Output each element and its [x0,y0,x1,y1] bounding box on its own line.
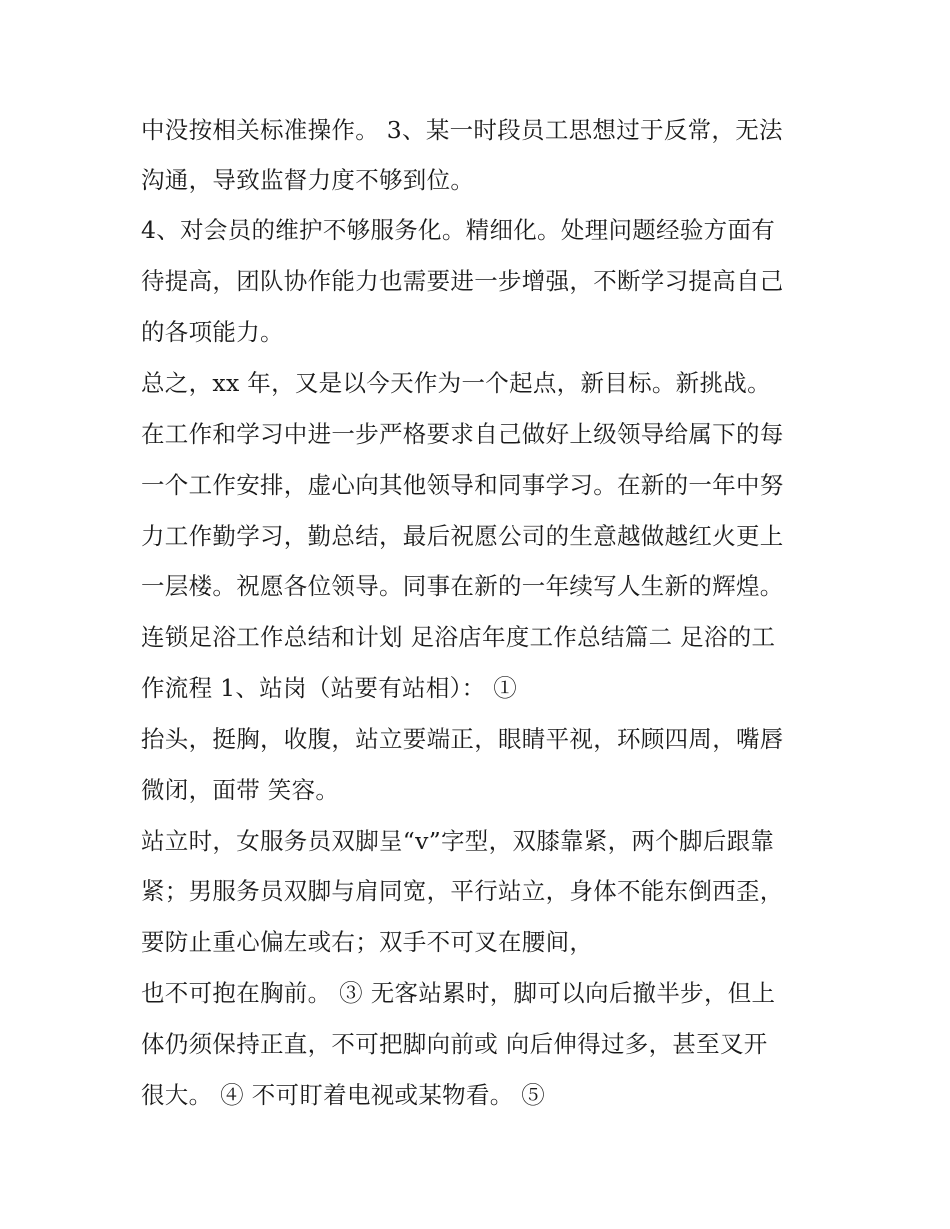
text-line: 连锁足浴工作总结和计划 足浴店年度工作总结篇二 足浴的工 [141,623,776,651]
text-line: 微闭，面带 笑容。 [141,776,340,804]
text-line: 要防止重心偏左或右；双手不可叉在腰间， [141,928,594,956]
text-line: 也不可抱在胸前。 ③ 无客站累时，脚可以向后撤半步，但上 [141,979,776,1007]
text-line: 的各项能力。 [141,318,284,346]
text-line: 沟通，导致监督力度不够到位。 [141,166,475,194]
text-line: 很大。 ④ 不可盯着电视或某物看。 ⑤ [141,1081,546,1109]
text-line: 一层楼。祝愿各位领导。同事在新的一年续写人生新的辉煌。 [141,572,784,600]
text-line: 作流程 1、站岗（站要有站相）： ① [141,674,518,702]
text-line: 4、对会员的维护不够服务化。精细化。处理问题经验方面有 [141,216,776,244]
text-line: 抬头，挺胸，收腹，站立要端正，眼睛平视，环顾四周，嘴唇 [141,725,784,753]
text-line: 体仍须保持正直，不可把脚向前或 向后伸得过多，甚至叉开 [141,1030,768,1058]
text-line: 一个工作安排，虚心向其他领导和同事学习。在新的一年中努 [141,471,784,499]
text-line: 总之，xx 年，又是以今天作为一个起点，新目标。新挑战。 [141,369,771,397]
text-line: 紧；男服务员双脚与肩同宽，平行站立，身体不能东倒西歪， [141,877,784,905]
text-line: 待提高，团队协作能力也需要进一步增强，不断学习提高自己 [141,267,784,295]
text-line: 力工作勤学习，勤总结，最后祝愿公司的生意越做越红火更上 [141,522,784,550]
text-line: 中没按相关标准操作。 3、某一时段员工思想过于反常，无法 [141,116,783,144]
text-line: 站立时，女服务员双脚呈“v”字型，双膝靠紧，两个脚后跟靠 [141,827,775,855]
text-line: 在工作和学习中进一步严格要求自己做好上级领导给属下的每 [141,420,784,448]
